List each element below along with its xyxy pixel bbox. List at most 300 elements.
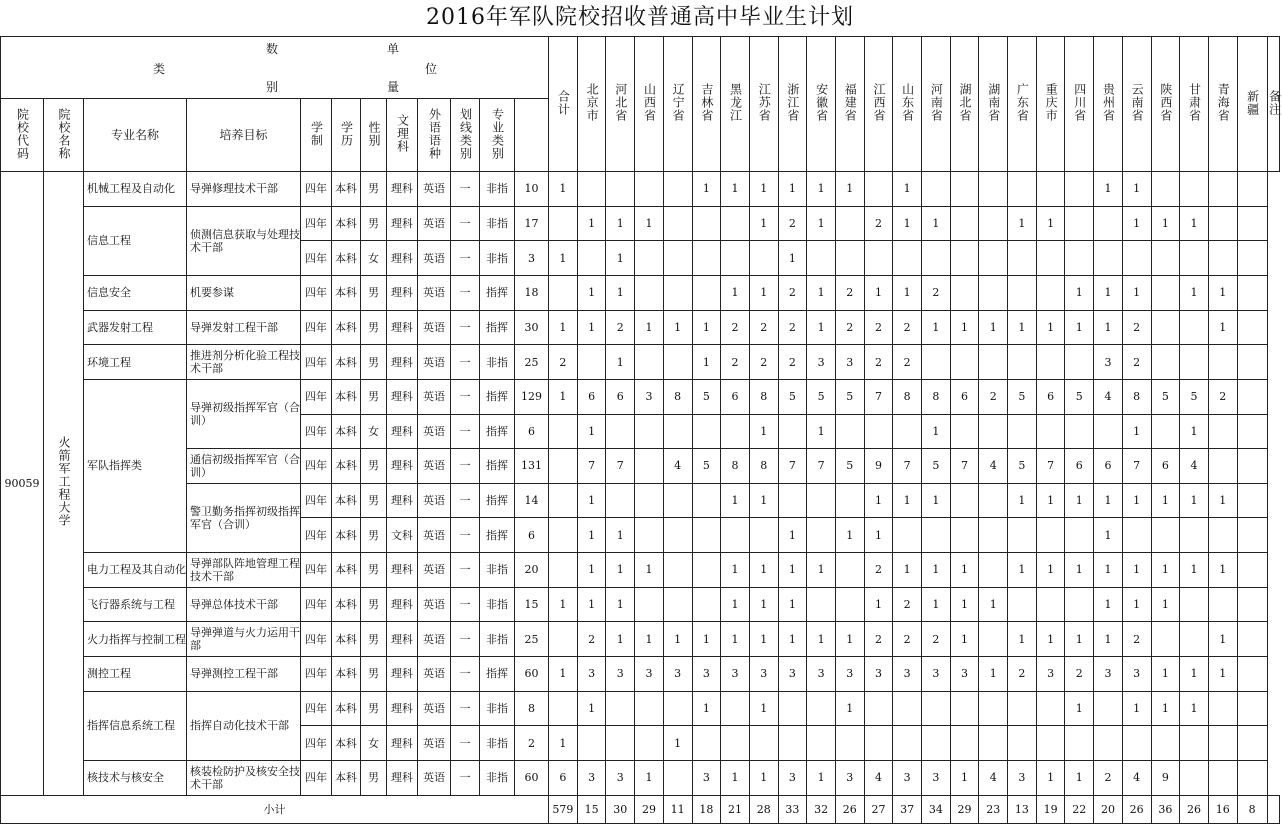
subtotal-province-count: 13 [1008,795,1037,823]
cell-province-count [1008,518,1037,553]
cell-province-count: 1 [807,206,836,241]
cell-province-count [778,414,807,449]
cell-province-count: 3 [1036,656,1065,691]
cell-province-count [835,587,864,622]
table-row [1,310,1280,345]
header-label: 福建省 [843,83,858,122]
cell-province-count: 1 [749,414,778,449]
cell-province-count: 7 [778,449,807,484]
cell-province-count: 2 [606,310,635,345]
cell-province-count: 1 [1122,587,1151,622]
cell-province-count: 2 [864,310,893,345]
cell-province-count [1065,414,1094,449]
header-province [778,37,807,172]
cell-province-count: 1 [1151,587,1180,622]
header-goal: 培养目标 [187,99,301,172]
header-note [1267,37,1282,172]
cell-province-count [1036,587,1065,622]
header-label: 黑龙江 [728,83,743,122]
cell-province-count [979,206,1008,241]
cell-province-count: 1 [749,760,778,795]
cell-province-count: 3 [922,656,951,691]
subtotal-province-count: 16 [1208,795,1237,823]
cell-major: 信息工程 [84,206,187,275]
cell-province-count: 8 [749,449,778,484]
cell-province-count [606,691,635,726]
cell-system: 四年 [301,449,332,484]
cell-art_sci: 文科 [387,518,418,553]
cell-province-count [663,206,692,241]
cell-province-count [979,553,1008,588]
cell-art_sci: 理科 [387,172,418,207]
subtotal-province-count: 21 [721,795,750,823]
cell-language: 英语 [418,622,451,657]
cell-province-count: 5 [692,449,721,484]
cell-province-count: 6 [1036,379,1065,414]
cell-province-count: 3 [1094,656,1123,691]
header-label: 河北省 [613,83,628,122]
header-label: 学历 [339,120,354,147]
cell-line: 一 [451,241,480,276]
table-row [1,379,1280,414]
cell-type: 指挥 [480,483,515,518]
cell-province-count [950,483,979,518]
cell-province-count [1151,241,1180,276]
cell-province-count [950,518,979,553]
cell-language: 英语 [418,656,451,691]
cell-system: 四年 [301,553,332,588]
cell-province-count: 4 [663,449,692,484]
cell-province-count: 1 [692,310,721,345]
header-province [922,37,951,172]
cell-province-count: 2 [835,310,864,345]
cell-art_sci: 理科 [387,310,418,345]
cell-province-count: 1 [606,587,635,622]
cell-province-count: 1 [1151,483,1180,518]
cell-province-count: 1 [1122,206,1151,241]
cell-line: 一 [451,691,480,726]
cell-type: 非指 [480,726,515,761]
cell-gender: 男 [361,310,387,345]
cell-province-count: 1 [893,553,922,588]
cell-province-count [692,241,721,276]
cell-province-count: 2 [549,345,578,380]
cell-province-count: 1 [807,310,836,345]
cell-type: 指挥 [480,310,515,345]
cell-province-count: 6 [606,379,635,414]
cell-province-count: 2 [1122,310,1151,345]
cell-major: 环境工程 [84,345,187,380]
cell-province-count: 1 [1036,553,1065,588]
cell-province-count [1122,518,1151,553]
cell-province-count: 2 [864,553,893,588]
cell-art_sci: 理科 [387,691,418,726]
cell-province-count [549,553,578,588]
cell-goal: 侦测信息获取与处理技术干部 [187,206,301,275]
header-system [301,99,332,172]
header-province [1065,37,1094,172]
cell-province-count: 1 [922,587,951,622]
cell-province-count: 1 [1180,656,1209,691]
cell-province-count: 1 [922,553,951,588]
subtotal-province-count: 11 [663,795,692,823]
cell-province-count: 2 [1094,760,1123,795]
cell-total: 60 [515,656,549,691]
cell-degree: 本科 [332,310,361,345]
cell-province-count [1065,518,1094,553]
cell-goal: 推进剂分析化验工程技术干部 [187,345,301,380]
cell-province-count: 1 [1065,691,1094,726]
cell-province-count: 1 [749,172,778,207]
cell-province-count: 1 [950,310,979,345]
cell-province-count: 1 [835,172,864,207]
cell-note [1237,310,1267,345]
cell-province-count: 2 [893,345,922,380]
cell-province-count: 3 [635,379,664,414]
cell-province-count [893,241,922,276]
cell-language: 英语 [418,414,451,449]
cell-province-count: 2 [835,275,864,310]
cell-system: 四年 [301,656,332,691]
cell-province-count: 1 [864,275,893,310]
cell-goal: 导弹发射工程干部 [187,310,301,345]
header-major: 专业名称 [84,99,187,172]
header-label: 院校代码 [15,107,30,160]
cell-province-count: 7 [606,449,635,484]
cell-province-count: 1 [721,553,750,588]
header-label: 山东省 [900,83,915,122]
cell-province-count [1180,518,1209,553]
cell-gender: 男 [361,691,387,726]
cell-province-count [635,483,664,518]
table-row [1,760,1280,795]
table-row [1,587,1280,622]
cell-language: 英语 [418,241,451,276]
header-label: 性别 [367,120,381,147]
cell-province-count: 1 [606,622,635,657]
cell-province-count [1151,518,1180,553]
cell-province-count: 1 [749,622,778,657]
cell-province-count [692,518,721,553]
cell-school-name [44,172,84,796]
cell-province-count [635,726,664,761]
header-province [1008,37,1037,172]
cell-province-count: 1 [692,691,721,726]
cell-province-count [1008,275,1037,310]
cell-language: 英语 [418,206,451,241]
subtotal-province-count: 28 [749,795,778,823]
cell-province-count: 4 [1180,449,1209,484]
header-type [480,99,515,172]
cell-province-count: 1 [606,241,635,276]
cell-province-count [922,241,951,276]
cell-province-count [893,691,922,726]
cell-province-count: 1 [1151,206,1180,241]
header-label: 贵州省 [1101,83,1116,122]
cell-art_sci: 理科 [387,275,418,310]
cell-province-count [1065,587,1094,622]
cell-type: 非指 [480,622,515,657]
cell-province-count: 3 [778,656,807,691]
cell-gender: 男 [361,449,387,484]
cell-goal: 导弹部队阵地管理工程技术干部 [187,553,301,588]
subtotal-row [1,795,1280,823]
cell-province-count [692,553,721,588]
cell-province-count: 9 [864,449,893,484]
cell-province-count: 2 [864,622,893,657]
cell-goal: 指挥自动化技术干部 [187,691,301,760]
cell-province-count [635,345,664,380]
cell-degree: 本科 [332,275,361,310]
cell-province-count [606,414,635,449]
header-label: 重庆市 [1044,83,1059,122]
cell-province-count: 1 [692,622,721,657]
header-label: 院校名称 [57,107,71,160]
cell-province-count: 1 [807,275,836,310]
cell-province-count [663,553,692,588]
cell-province-count [635,172,664,207]
header-province [1208,37,1237,172]
header-province [864,37,893,172]
cell-province-count [577,345,606,380]
cell-language: 英语 [418,275,451,310]
cell-province-count [807,726,836,761]
cell-province-count: 5 [1008,379,1037,414]
cell-province-count: 1 [1180,483,1209,518]
header-label: 安徽省 [814,83,829,122]
cell-major: 电力工程及其自动化 [84,553,187,588]
cell-province-count: 6 [721,379,750,414]
cell-province-count: 8 [663,379,692,414]
cell-province-count [635,587,664,622]
cell-language: 英语 [418,345,451,380]
cell-province-count: 1 [749,483,778,518]
cell-province-count: 1 [749,587,778,622]
cell-province-count: 8 [893,379,922,414]
cell-province-count [1180,172,1209,207]
cell-type: 非指 [480,172,515,207]
cell-province-count: 5 [835,379,864,414]
page-title: 2016年军队院校招收普通高中毕业生计划 [426,5,854,30]
cell-system: 四年 [301,622,332,657]
cell-province-count [663,414,692,449]
cell-province-count: 1 [893,275,922,310]
cell-gender: 女 [361,241,387,276]
cell-province-count [692,275,721,310]
cell-province-count [1208,518,1237,553]
subtotal-note [1267,795,1279,823]
cell-gender: 男 [361,587,387,622]
cell-province-count [1122,726,1151,761]
header-label: 湖南省 [986,83,1001,122]
cell-art_sci: 理科 [387,483,418,518]
header-label: 吉林省 [699,83,714,122]
cell-province-count [692,726,721,761]
header-label: 江西省 [871,83,886,122]
cell-province-count [922,345,951,380]
cell-province-count: 3 [749,656,778,691]
subtotal-label: 小计 [1,795,549,823]
header-language [418,99,451,172]
cell-province-count: 1 [1008,483,1037,518]
table-row [1,656,1280,691]
cell-province-count: 1 [1036,760,1065,795]
cell-province-count: 1 [778,172,807,207]
cell-province-count: 3 [807,345,836,380]
cell-province-count: 1 [549,241,578,276]
cell-province-count [1208,172,1237,207]
cell-province-count: 4 [1094,379,1123,414]
cell-province-count: 2 [778,275,807,310]
cell-province-count: 1 [1065,275,1094,310]
header-province [577,37,606,172]
cell-gender: 男 [361,622,387,657]
cell-province-count: 1 [1151,553,1180,588]
subtotal-province-count: 30 [606,795,635,823]
cell-gender: 男 [361,518,387,553]
cell-province-count: 1 [1151,691,1180,726]
cell-note [1237,345,1267,380]
cell-line: 一 [451,587,480,622]
header-label: 四川省 [1072,83,1087,122]
cell-province-count: 2 [749,310,778,345]
cell-province-count [1065,345,1094,380]
cell-province-count: 2 [864,345,893,380]
header-corner-label: 位 [425,62,438,76]
cell-province-count: 3 [692,760,721,795]
cell-language: 英语 [418,691,451,726]
cell-total: 15 [515,587,549,622]
cell-language: 英语 [418,449,451,484]
cell-line: 一 [451,726,480,761]
cell-degree: 本科 [332,656,361,691]
cell-province-count: 1 [807,172,836,207]
cell-province-count [1151,172,1180,207]
cell-degree: 本科 [332,622,361,657]
cell-province-count: 1 [979,656,1008,691]
cell-province-count [950,206,979,241]
cell-goal: 机要参谋 [187,275,301,310]
cell-province-count [1122,241,1151,276]
cell-province-count: 1 [606,518,635,553]
cell-province-count: 1 [807,622,836,657]
header-province [1122,37,1151,172]
cell-system: 四年 [301,172,332,207]
cell-province-count [1094,691,1123,726]
cell-province-count [663,587,692,622]
cell-art_sci: 理科 [387,379,418,414]
cell-province-count: 7 [893,449,922,484]
cell-gender: 男 [361,553,387,588]
header-label: 青海省 [1216,83,1231,122]
cell-province-count: 5 [1008,449,1037,484]
cell-province-count: 1 [635,622,664,657]
cell-province-count: 1 [1094,518,1123,553]
cell-province-count [577,172,606,207]
cell-province-count [807,483,836,518]
cell-province-count [1208,691,1237,726]
cell-province-count [922,518,951,553]
cell-province-count: 7 [807,449,836,484]
cell-province-count: 1 [577,691,606,726]
cell-province-count [778,483,807,518]
cell-province-count: 5 [692,379,721,414]
cell-art_sci: 理科 [387,656,418,691]
header-province [1036,37,1065,172]
cell-line: 一 [451,275,480,310]
cell-degree: 本科 [332,241,361,276]
cell-province-count: 1 [1151,656,1180,691]
cell-province-count: 3 [864,656,893,691]
cell-province-count [1036,518,1065,553]
cell-province-count [549,691,578,726]
cell-province-count [1180,345,1209,380]
cell-province-count [1065,172,1094,207]
header-province [635,37,664,172]
cell-province-count: 2 [1122,622,1151,657]
header-province [663,37,692,172]
cell-province-count [1180,622,1209,657]
cell-province-count: 5 [922,449,951,484]
cell-province-count: 1 [1036,206,1065,241]
cell-province-count [1094,241,1123,276]
cell-province-count: 1 [1180,206,1209,241]
cell-province-count [864,691,893,726]
cell-province-count: 1 [1208,553,1237,588]
cell-province-count [1151,275,1180,310]
cell-province-count: 1 [1094,553,1123,588]
cell-major: 火力指挥与控制工程 [84,622,187,657]
cell-province-count: 3 [606,656,635,691]
cell-total: 129 [515,379,549,414]
cell-province-count [663,241,692,276]
cell-province-count: 1 [721,622,750,657]
header-corner-label: 别 [266,80,279,94]
cell-province-count: 1 [577,310,606,345]
cell-line: 一 [451,760,480,795]
cell-degree: 本科 [332,172,361,207]
cell-system: 四年 [301,310,332,345]
cell-province-count: 1 [950,553,979,588]
cell-degree: 本科 [332,760,361,795]
cell-province-count: 2 [1008,656,1037,691]
cell-province-count: 7 [1122,449,1151,484]
cell-province-count: 1 [893,206,922,241]
cell-province-count: 1 [778,587,807,622]
cell-line: 一 [451,345,480,380]
cell-degree: 本科 [332,449,361,484]
cell-province-count: 1 [778,553,807,588]
cell-note [1237,656,1267,691]
subtotal-province-count: 8 [1237,795,1267,823]
header-province [835,37,864,172]
cell-province-count [1036,345,1065,380]
cell-province-count [1008,691,1037,726]
cell-province-count [692,414,721,449]
cell-system: 四年 [301,414,332,449]
cell-province-count [950,275,979,310]
cell-province-count: 1 [749,275,778,310]
cell-province-count [1008,587,1037,622]
cell-province-count: 1 [663,310,692,345]
cell-art_sci: 理科 [387,553,418,588]
cell-province-count: 1 [635,760,664,795]
cell-province-count: 1 [1122,691,1151,726]
cell-system: 四年 [301,587,332,622]
header-row [1,37,1280,99]
cell-province-count: 1 [1094,587,1123,622]
cell-province-count [922,726,951,761]
